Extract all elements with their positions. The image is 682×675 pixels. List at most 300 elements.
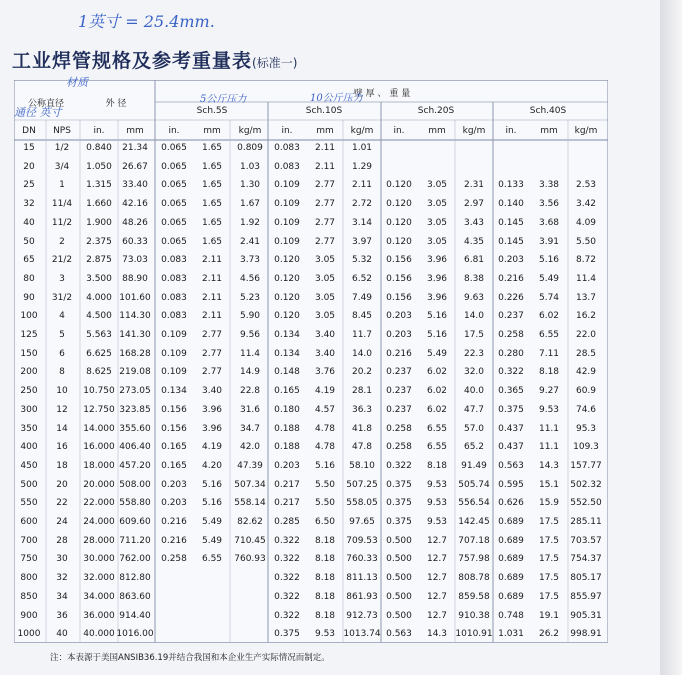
table-cell: 109.3 [573, 442, 599, 453]
table-cell: 0.083 [274, 161, 300, 172]
subheader-nps: NPS [53, 126, 71, 136]
table-cell: 40.000 [83, 629, 115, 640]
table-cell: 914.40 [119, 610, 151, 621]
pipe-spec-table [14, 76, 608, 642]
table-cell: 0.120 [386, 236, 412, 247]
table-cell: 556.54 [458, 498, 490, 509]
table-row [14, 271, 608, 289]
subheader-40s-mm: mm [540, 126, 558, 136]
table-cell: 0.626 [498, 498, 524, 509]
table-cell: 0.285 [274, 517, 300, 527]
table-cell: 34 [56, 591, 68, 602]
table-cell: 31/2 [51, 292, 73, 303]
subheader-40s-in: in. [505, 126, 517, 136]
table-cell: 1.050 [86, 161, 112, 172]
table-cell: 0.120 [274, 311, 300, 322]
table-cell: 3.05 [426, 236, 448, 247]
table-cell: 0.120 [386, 217, 412, 228]
table-cell: 0.120 [274, 273, 300, 284]
table-cell: 97.65 [349, 517, 375, 527]
table-cell: 90 [23, 292, 35, 303]
table-cell: 1.01 [351, 143, 373, 153]
table-cell: 60.33 [122, 236, 148, 247]
table-cell: 47.39 [237, 460, 263, 471]
table-cell: 3.05 [426, 217, 448, 228]
table-cell: 17.5 [538, 554, 560, 565]
table-cell: 0.065 [161, 161, 187, 172]
header-nominal-size: 公称直径 [28, 99, 65, 109]
table-cell: 0.689 [498, 554, 524, 565]
table-cell: 859.58 [458, 591, 490, 602]
table-cell: 15 [23, 143, 35, 153]
table-cell: 0.237 [498, 311, 524, 322]
table-cell: 8.18 [538, 367, 560, 378]
table-cell: 114.30 [119, 311, 151, 322]
table-cell: 3.14 [351, 217, 373, 228]
table-cell: 0.180 [274, 404, 300, 415]
table-cell: 3.40 [314, 330, 336, 340]
table-cell: 16.2 [575, 311, 597, 322]
table-cell: 6.02 [426, 386, 448, 397]
table-cell: 457.20 [119, 460, 151, 471]
table-cell: 6.50 [314, 517, 336, 527]
table-cell: 762.00 [119, 554, 151, 565]
table-cell: 6.55 [426, 442, 448, 453]
table-cell: 3.68 [538, 217, 560, 228]
table-row [14, 439, 608, 457]
table-cell: 12.7 [426, 554, 448, 565]
table-cell: 5.49 [201, 517, 223, 527]
table-cell: 711.20 [119, 535, 151, 546]
table-cell: 0.083 [161, 292, 187, 303]
table-cell: 0.322 [274, 554, 300, 565]
table-cell: 0.109 [274, 236, 300, 247]
table-cell: 3.73 [239, 255, 261, 266]
table-cell: 157.77 [570, 460, 602, 471]
table-cell: 0.083 [161, 311, 187, 322]
table-cell: 0.500 [386, 535, 412, 546]
table-cell: 1016.00 [116, 629, 154, 640]
table-cell: 507.34 [234, 479, 266, 490]
table-cell: 0.188 [274, 442, 300, 453]
table-cell: 14.9 [239, 367, 261, 378]
table-cell: 5.16 [201, 498, 223, 509]
table-cell: 32.0 [463, 367, 485, 378]
table-cell: 125 [20, 330, 38, 340]
table-cell: 0.065 [161, 143, 187, 153]
table-cell: 811.13 [346, 573, 378, 584]
title-standard: (标准一) [252, 56, 298, 70]
table-cell: 0.322 [274, 610, 300, 621]
table-cell: 1.67 [239, 199, 261, 210]
page-edge [660, 0, 682, 675]
table-cell: 0.203 [161, 479, 187, 490]
table-cell: 0.322 [274, 591, 300, 602]
table-cell: 82.62 [237, 517, 263, 527]
table-cell: 14 [56, 423, 68, 434]
table-cell: 0.748 [498, 610, 524, 621]
table-cell: 40 [23, 217, 35, 228]
table-cell: 80 [23, 273, 35, 284]
table-cell: 754.37 [570, 554, 602, 565]
table-cell: 5.50 [575, 236, 597, 247]
table-cell: 42.0 [239, 442, 261, 453]
table-cell: 998.91 [570, 629, 602, 640]
table-cell: 2.72 [351, 199, 373, 210]
table-cell: 0.840 [86, 143, 112, 153]
table-cell: 6.55 [201, 554, 223, 565]
table-cell: 0.689 [498, 591, 524, 602]
table-cell: 0.689 [498, 535, 524, 546]
table-cell: 500 [20, 479, 38, 490]
table-cell: 28.5 [575, 348, 597, 359]
table-cell: 3.91 [538, 236, 560, 247]
table-cell: 9.27 [538, 386, 560, 397]
table-cell: 0.375 [274, 629, 300, 640]
table-cell: 558.14 [234, 498, 266, 509]
table-cell: 760.33 [346, 554, 378, 565]
table-cell: 0.148 [274, 367, 300, 378]
table-cell: 0.109 [161, 330, 187, 340]
table-cell: 0.203 [161, 498, 187, 509]
table-cell: 400 [20, 442, 38, 453]
title-main: 工业焊管规格及参考重量表 [12, 50, 253, 72]
table-cell: 5 [59, 330, 65, 340]
table-cell: 9.53 [538, 404, 560, 415]
table-cell: 1.315 [86, 180, 112, 191]
table-cell: 3.500 [86, 273, 112, 284]
table-cell: 912.73 [346, 610, 378, 621]
table-cell: 707.18 [458, 535, 490, 546]
handwritten-note: 1英寸 = 25.4mm. [78, 12, 215, 31]
table-cell: 22 [56, 498, 68, 509]
table-cell: 3/4 [54, 161, 70, 172]
table-cell: 2.53 [575, 180, 597, 191]
table-cell: 863.60 [119, 591, 151, 602]
table-cell: 30.000 [83, 554, 115, 565]
table-cell: 1.65 [201, 199, 223, 210]
table-cell: 2.11 [201, 255, 223, 266]
table-cell: 142.45 [458, 517, 490, 527]
table-cell: 4.09 [575, 217, 597, 228]
table-row [14, 364, 608, 382]
table-cell: 141.30 [119, 330, 151, 340]
table-cell: 60.9 [575, 386, 597, 397]
table-cell: 709.53 [346, 535, 378, 546]
table-cell: 14.0 [463, 311, 485, 322]
table-cell: 3.96 [426, 255, 448, 266]
table-cell: 4.000 [86, 292, 112, 303]
table-cell: 12.7 [426, 610, 448, 621]
table-cell: 5.90 [239, 311, 261, 322]
table-cell: 0.133 [498, 180, 524, 191]
table-cell: 505.74 [458, 479, 490, 490]
table-cell: 0.809 [237, 143, 263, 153]
subheader-20s-in: in. [393, 126, 405, 136]
table-cell: 355.60 [119, 423, 151, 434]
table-cell: 861.93 [346, 591, 378, 602]
table-row [14, 608, 608, 626]
table-cell: 6.625 [86, 348, 112, 359]
table-cell: 550 [20, 498, 38, 509]
table-cell: 11.4 [575, 273, 597, 284]
table-cell: 323.85 [119, 404, 151, 415]
table-cell: 0.280 [498, 348, 524, 359]
subheader-20s-mm: mm [428, 126, 446, 136]
table-cell: 21/2 [51, 255, 73, 266]
table-cell: 905.31 [570, 610, 602, 621]
table-cell: 0.203 [386, 311, 412, 322]
table-cell: 14.0 [351, 348, 373, 359]
table-cell: 8.18 [314, 535, 336, 546]
table-cell: 0.689 [498, 517, 524, 527]
table-cell: 15.1 [538, 479, 560, 490]
header-outer-diameter: 外 径 [105, 99, 127, 109]
table-cell: 1000 [17, 629, 41, 640]
table-cell: 2.11 [314, 143, 336, 153]
table-cell: 558.80 [119, 498, 151, 509]
table-cell: 0.689 [498, 573, 524, 584]
table-cell: 4.20 [201, 460, 223, 471]
table-cell: 1.65 [201, 161, 223, 172]
table-cell: 19.1 [538, 610, 560, 621]
table-cell: 28.1 [351, 386, 373, 397]
table-cell: 0.237 [386, 404, 412, 415]
table-cell: 6 [59, 348, 65, 359]
table-cell: 757.98 [458, 554, 490, 565]
table-cell: 8.18 [314, 573, 336, 584]
table-row [14, 327, 608, 345]
table-cell: 200 [20, 367, 38, 378]
table-cell: 8 [59, 367, 65, 378]
table-cell: 0.216 [161, 535, 187, 546]
table-cell: 2.41 [239, 236, 261, 247]
header-sch20s: Sch.20S [417, 106, 455, 116]
table-cell: 8.18 [314, 591, 336, 602]
subheader-5s-kgm: kg/m [238, 126, 262, 136]
table-cell: 150 [20, 348, 38, 359]
table-cell: 42.9 [575, 367, 597, 378]
table-cell: 900 [20, 610, 38, 621]
table-cell: 4.78 [314, 442, 336, 453]
table-cell: 1.29 [351, 161, 373, 172]
table-cell: 65.2 [463, 442, 485, 453]
table-cell: 0.203 [498, 255, 524, 266]
table-cell: 3.96 [201, 423, 223, 434]
table-cell: 0.375 [386, 517, 412, 527]
table-cell: 3.40 [201, 386, 223, 397]
table-cell: 17.5 [463, 330, 485, 340]
table-cell: 0.237 [386, 386, 412, 397]
table-cell: 502.32 [570, 479, 602, 490]
table-cell: 9.53 [426, 517, 448, 527]
table-cell: 12.7 [426, 573, 448, 584]
table-cell: 91.49 [461, 460, 487, 471]
table-cell: 20 [23, 161, 35, 172]
table-row [14, 383, 608, 401]
table-cell: 450 [20, 460, 38, 471]
table-cell: 0.109 [274, 217, 300, 228]
table-cell: 41.8 [351, 423, 373, 434]
table-row [14, 495, 608, 513]
table-cell: 0.120 [274, 292, 300, 303]
table-cell: 9.53 [426, 498, 448, 509]
table-cell: 0.156 [161, 423, 187, 434]
table-row [14, 234, 608, 252]
table-cell: 0.109 [274, 199, 300, 210]
table-cell: 760.93 [234, 554, 266, 565]
table-cell: 600 [20, 517, 38, 527]
table-cell: 14.3 [538, 460, 560, 471]
table-cell: 3.38 [538, 180, 560, 191]
table-cell: 0.365 [498, 386, 524, 397]
table-cell: 273.05 [119, 386, 151, 397]
table-cell: 3.40 [314, 348, 336, 359]
table-cell: 14.000 [83, 423, 115, 434]
table-cell: 1 [59, 180, 65, 191]
table-cell: 40.0 [463, 386, 485, 397]
table-cell: 8.72 [575, 255, 597, 266]
table-cell: 4.500 [86, 311, 112, 322]
table-cell: 3.96 [426, 273, 448, 284]
table-cell: 1.30 [239, 180, 261, 191]
table-cell: 0.375 [498, 404, 524, 415]
table-cell: 0.134 [274, 348, 300, 359]
table-cell: 11.7 [351, 330, 373, 340]
table-cell: 47.8 [351, 442, 373, 453]
table-row [14, 346, 608, 364]
table-cell: 20.2 [351, 367, 373, 378]
table-cell: 1.65 [201, 180, 223, 191]
table-cell: 850 [20, 591, 38, 602]
table-row [14, 252, 608, 270]
table-cell: 0.226 [498, 292, 524, 303]
table-cell: 101.60 [119, 292, 151, 303]
table-cell: 808.78 [458, 573, 490, 584]
table-cell: 0.188 [274, 423, 300, 434]
header-sch10s: Sch.10S [305, 106, 343, 116]
table-cell: 0.109 [161, 367, 187, 378]
table-cell: 2.77 [201, 330, 223, 340]
table-cell: 0.156 [161, 404, 187, 415]
table-cell: 8.38 [463, 273, 485, 284]
table-row [14, 533, 608, 551]
table-cell: 0.322 [498, 367, 524, 378]
subheader-5s-in: in. [168, 126, 180, 136]
handwritten-annotation: 5公斤压力 [200, 94, 247, 105]
table-cell: 3.56 [538, 199, 560, 210]
header-wall-weight: 壁 厚 、 重 量 [353, 89, 411, 99]
table-cell: 2.31 [463, 180, 485, 191]
footnote-text: 注：本表源于美国ANSIB36.19并结合我国和本企业生产实际情况而制定。 [50, 653, 330, 663]
table-cell: 2.77 [201, 367, 223, 378]
subheader-in: in. [93, 126, 105, 136]
table-cell: 8.18 [426, 460, 448, 471]
table-cell: 0.065 [161, 217, 187, 228]
table-cell: 25 [23, 180, 35, 191]
table-cell: 5.50 [314, 498, 336, 509]
table-cell: 6.55 [426, 423, 448, 434]
table-cell: 0.216 [386, 348, 412, 359]
handwritten-annotation: 材质 [66, 76, 88, 89]
table-cell: 0.120 [386, 199, 412, 210]
header-sch5s: Sch.5S [196, 106, 228, 116]
table-cell: 22.8 [239, 386, 261, 397]
table-cell: 0.258 [161, 554, 187, 565]
table-cell: 3.05 [426, 199, 448, 210]
table-cell: 0.065 [161, 180, 187, 191]
subheader-5s-mm: mm [203, 126, 221, 136]
table-cell: 0.065 [161, 236, 187, 247]
table-cell: 12.750 [83, 404, 115, 415]
table-cell: 34.7 [239, 423, 261, 434]
table-cell: 10 [56, 386, 68, 397]
table-row [14, 421, 608, 439]
table-cell: 0.120 [386, 180, 412, 191]
table-cell: 750 [20, 554, 38, 565]
table-cell: 57.0 [463, 423, 485, 434]
table-cell: 2 [59, 236, 65, 247]
table-row [14, 308, 608, 326]
table-cell: 168.28 [119, 348, 151, 359]
table-cell: 2.11 [201, 292, 223, 303]
table-cell: 558.05 [346, 498, 378, 509]
table-cell: 14.3 [426, 629, 448, 640]
table-cell: 65 [23, 255, 35, 266]
table-cell: 12.7 [426, 591, 448, 602]
table-cell: 3.05 [426, 180, 448, 191]
table-cell: 3.05 [314, 311, 336, 322]
table-cell: 6.02 [538, 311, 560, 322]
subheader-dn: DN [22, 126, 36, 136]
table-cell: 5.563 [86, 330, 112, 340]
table-cell: 0.165 [161, 442, 187, 453]
table-cell: 36.000 [83, 610, 115, 621]
table-cell: 0.258 [498, 330, 524, 340]
table-cell: 21.34 [122, 143, 148, 153]
table-cell: 18.000 [83, 460, 115, 471]
table-cell: 0.500 [386, 554, 412, 565]
table-cell: 2.11 [201, 311, 223, 322]
table-cell: 1.031 [498, 629, 524, 640]
table-row [14, 477, 608, 495]
table-cell: 2.11 [351, 180, 373, 191]
table-cell: 17.5 [538, 535, 560, 546]
page-title [12, 46, 297, 73]
table-cell: 3.42 [575, 199, 597, 210]
table-cell: 2.11 [201, 273, 223, 284]
table-cell: 100 [20, 311, 38, 322]
table-cell: 42.16 [122, 199, 148, 210]
table-cell: 5.49 [426, 348, 448, 359]
table-cell: 31.6 [239, 404, 261, 415]
subheader-mm: mm [126, 126, 144, 136]
table-cell: 3.76 [314, 367, 336, 378]
table-cell: 0.065 [161, 199, 187, 210]
table-cell: 4.19 [314, 386, 336, 397]
table-cell: 0.083 [161, 255, 187, 266]
table-cell: 28 [56, 535, 68, 546]
table-cell: 800 [20, 573, 38, 584]
table-cell: 0.322 [274, 535, 300, 546]
table-cell: 26.2 [538, 629, 560, 640]
table-cell: 5.50 [314, 479, 336, 490]
table-cell: 0.203 [274, 460, 300, 471]
table-cell: 5.32 [351, 255, 373, 266]
table-cell: 1.92 [239, 217, 261, 228]
table-cell: 250 [20, 386, 38, 397]
table-cell: 12 [56, 404, 68, 415]
